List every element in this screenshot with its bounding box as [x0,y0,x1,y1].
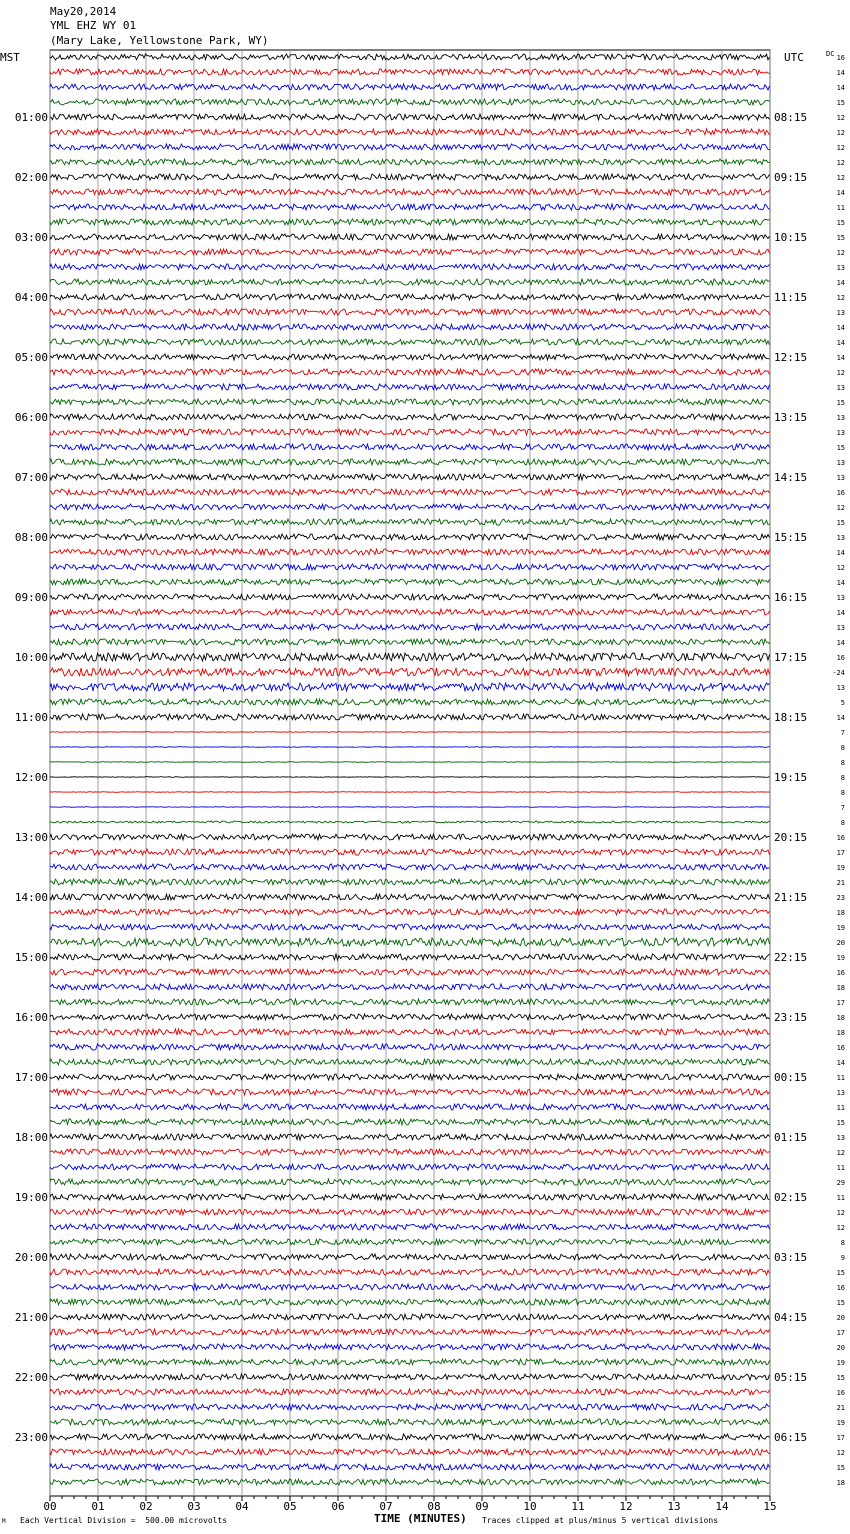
utc-hour-label: 04:15 [774,1311,808,1324]
dc-offset-label: 9 [840,1254,845,1262]
trace-line [50,1044,770,1050]
x-tick-label: 07 [379,1500,393,1513]
dc-offset-label: 12 [836,504,845,512]
x-tick-label: 15 [763,1500,777,1513]
mst-hour-label: 19:00 [14,1191,48,1204]
trace-line [50,1404,770,1410]
station-code: YML EHZ WY 01 [50,19,137,32]
trace-line [50,864,770,870]
trace-line [50,564,770,570]
trace-line [50,174,770,180]
trace-line [50,474,770,480]
x-tick-label: 09 [475,1500,489,1513]
trace-line [50,909,770,915]
dc-offset-label: 19 [836,1359,845,1367]
trace-line [50,369,770,375]
trace-line [50,984,770,990]
dc-offset-label: 8 [840,774,845,782]
dc-offset-label: 11 [836,1074,845,1082]
dc-offset-label: 12 [836,564,845,572]
trace-line [50,714,770,720]
trace-line [50,249,770,255]
dc-offset-label: 7 [840,804,845,812]
dc-offset-label: 18 [836,909,845,917]
trace-line [50,1074,770,1080]
chart-date: May20,2014 [50,5,117,18]
trace-line [50,234,770,240]
mst-hour-label: 22:00 [14,1371,48,1384]
dc-offset-label: 13 [836,534,845,542]
dc-offset-label: 12 [836,174,845,182]
trace-line [50,1104,770,1110]
mst-hour-label: 07:00 [14,471,48,484]
trace-line [50,429,770,435]
trace-line [50,894,770,900]
trace-line [50,219,770,225]
trace-line [50,807,770,808]
trace-line [50,594,770,600]
trace-line [50,624,770,630]
right-timezone-label: UTC [784,51,804,64]
dc-offset-label: 13 [836,309,845,317]
dc-offset-label: 13 [836,474,845,482]
dc-offset-label: 15 [836,1374,845,1382]
dc-offset-label: 18 [836,984,845,992]
trace-line [50,504,770,510]
trace-line [50,762,770,763]
utc-hour-label: 15:15 [774,531,808,544]
dc-offset-label: 21 [836,1404,845,1412]
trace-line [50,1329,770,1335]
x-tick-label: 00 [43,1500,57,1513]
trace-line [50,459,770,465]
dc-offset-label: 20 [836,939,845,947]
x-tick-label: 08 [427,1500,441,1513]
utc-hour-label: 03:15 [774,1251,808,1264]
dc-offset-label: 11 [836,1104,845,1112]
utc-hour-label: 19:15 [774,771,808,784]
dc-offset-label: 16 [836,1389,845,1397]
trace-line [50,1419,770,1425]
x-tick-label: 06 [331,1500,345,1513]
dc-offset-label: 29 [836,1179,845,1187]
trace-line [50,324,770,330]
dc-offset-label: 12 [836,129,845,137]
dc-offset-label: 23 [836,894,845,902]
dc-offset-label: 15 [836,219,845,227]
trace-line [50,1389,770,1395]
trace-line [50,444,770,450]
trace-line [50,1119,770,1125]
mst-hour-label: 04:00 [14,291,48,304]
trace-line [50,969,770,975]
trace-line [50,339,770,345]
mst-hour-label: 08:00 [14,531,48,544]
trace-line [50,834,770,840]
dc-offset-label: 14 [836,354,845,362]
utc-hour-label: 08:15 [774,111,808,124]
dc-offset-label: 16 [836,969,845,977]
trace-line [50,279,770,285]
left-timezone-label: MST [0,51,20,64]
utc-hour-label: 18:15 [774,711,808,724]
dc-offset-label: 20 [836,1314,845,1322]
dc-offset-label: 13 [836,624,845,632]
dc-offset-label: 19 [836,1419,845,1427]
trace-line [50,1344,770,1350]
mst-hour-label: 14:00 [14,891,48,904]
trace-line [50,924,770,930]
dc-offset-label: 11 [836,204,845,212]
dc-offset-label: 14 [836,69,845,77]
dc-offset-label: 13 [836,414,845,422]
dc-offset-label: 14 [836,339,845,347]
dc-offset-label: 8 [840,744,845,752]
x-tick-label: 13 [667,1500,681,1513]
mst-hour-label: 21:00 [14,1311,48,1324]
utc-hour-label: 20:15 [774,831,808,844]
trace-line [50,1359,770,1365]
dc-offset-label: 15 [836,444,845,452]
mst-hour-label: 13:00 [14,831,48,844]
utc-hour-label: 02:15 [774,1191,808,1204]
mst-hour-label: 20:00 [14,1251,48,1264]
dc-offset-label: 13 [836,1089,845,1097]
dc-offset-label: 18 [836,1029,845,1037]
trace-line [50,84,770,90]
trace-line [50,384,770,390]
trace-line [50,792,770,793]
trace-line [50,1434,770,1440]
trace-line [50,489,770,495]
dc-offset-label: 13 [836,459,845,467]
dc-offset-label: 12 [836,144,845,152]
dc-offset-label: 8 [840,819,845,827]
trace-line [50,579,770,585]
utc-hour-label: 11:15 [774,291,808,304]
trace-line [50,1194,770,1200]
trace-line [50,777,770,778]
x-tick-label: 02 [139,1500,153,1513]
utc-hour-label: 23:15 [774,1011,808,1024]
dc-offset-label: 14 [836,549,845,557]
utc-hour-label: 01:15 [774,1131,808,1144]
trace-line [50,1029,770,1035]
trace-line [50,938,770,946]
dc-offset-label: 15 [836,399,845,407]
dc-offset-label: 12 [836,1224,845,1232]
x-tick-label: 14 [715,1500,729,1513]
dc-offset-label: 16 [836,654,845,662]
trace-line [50,653,770,661]
trace-line [50,1224,770,1230]
dc-offset-label: 16 [836,1044,845,1052]
dc-offset-label: 19 [836,924,845,932]
utc-hour-label: 21:15 [774,891,808,904]
dc-offset-label: 12 [836,114,845,122]
trace-line [50,294,770,300]
dc-offset-header: DC [826,50,835,58]
dc-offset-label: 16 [836,489,845,497]
utc-hour-label: 17:15 [774,651,808,664]
dc-offset-label: 14 [836,324,845,332]
dc-offset-label: 13 [836,1134,845,1142]
trace-line [50,204,770,210]
dc-offset-label: 15 [836,1269,845,1277]
dc-offset-label: 13 [836,684,845,692]
trace-line [50,639,770,645]
trace-line [50,954,770,960]
mst-hour-label: 01:00 [14,111,48,124]
dc-offset-label: 12 [836,294,845,302]
dc-offset-label: 5 [840,699,845,707]
utc-hour-label: 14:15 [774,471,808,484]
utc-hour-label: 16:15 [774,591,808,604]
dc-offset-label: 14 [836,189,845,197]
dc-offset-label: 18 [836,1479,845,1487]
utc-hour-label: 09:15 [774,171,808,184]
dc-offset-label: 17 [836,849,845,857]
corner-mark: M [2,1518,6,1525]
mst-hour-label: 10:00 [14,651,48,664]
dc-offset-label: 14 [836,84,845,92]
dc-offset-label: 17 [836,999,845,1007]
trace-line [50,609,770,615]
dc-offset-label: 15 [836,1464,845,1472]
dc-offset-label: 14 [836,639,845,647]
trace-line [50,144,770,150]
x-tick-label: 03 [187,1500,201,1513]
trace-line [50,1179,770,1185]
trace-line [50,114,770,120]
trace-line [50,821,770,823]
mst-hour-label: 16:00 [14,1011,48,1024]
dc-offset-label: 14 [836,279,845,287]
trace-line [50,1284,770,1290]
mst-hour-label: 09:00 [14,591,48,604]
utc-hour-label: 12:15 [774,351,808,364]
vertical-scale-note: Each Vertical Division = 500.00 microvolts [20,1516,228,1525]
utc-hour-label: 06:15 [774,1431,808,1444]
trace-line [50,1374,770,1380]
axis-labels [15,54,845,1513]
station-location: (Mary Lake, Yellowstone Park, WY) [50,34,269,47]
utc-hour-label: 05:15 [774,1371,808,1384]
x-axis-label: TIME (MINUTES) [374,1512,467,1525]
trace-line [50,399,770,405]
dc-offset-label: 13 [836,594,845,602]
trace-line [50,549,770,555]
dc-offset-label: 13 [836,429,845,437]
dc-offset-label: -24 [832,669,845,677]
dc-offset-label: 8 [840,1239,845,1247]
dc-offset-label: 12 [836,369,845,377]
trace-line [50,354,770,360]
trace-line [50,1209,770,1215]
mst-hour-label: 03:00 [14,231,48,244]
trace-line [50,99,770,105]
dc-offset-label: 19 [836,864,845,872]
trace-line [50,668,770,676]
dc-offset-label: 11 [836,1164,845,1172]
dc-offset-label: 20 [836,1344,845,1352]
mst-hour-label: 02:00 [14,171,48,184]
trace-line [50,1239,770,1245]
dc-offset-label: 16 [836,834,845,842]
mst-hour-label: 17:00 [14,1071,48,1084]
trace-line [50,1299,770,1305]
trace-line [50,849,770,855]
trace-line [50,1314,770,1320]
dc-offset-label: 12 [836,159,845,167]
dc-offset-label: 7 [840,729,845,737]
dc-offset-label: 15 [836,1119,845,1127]
trace-line [50,1014,770,1020]
trace-line [50,732,770,733]
trace-line [50,747,770,748]
dc-offset-label: 12 [836,1209,845,1217]
dc-offset-label: 13 [836,264,845,272]
trace-line [50,1449,770,1455]
trace-line [50,189,770,195]
utc-hour-label: 13:15 [774,411,808,424]
trace-line [50,309,770,315]
seismic-traces [50,54,770,1485]
dc-offset-label: 16 [836,54,845,62]
mst-hour-label: 11:00 [14,711,48,724]
x-tick-label: 12 [619,1500,633,1513]
dc-offset-label: 8 [840,759,845,767]
trace-line [50,129,770,135]
trace-line [50,54,770,60]
dc-offset-label: 21 [836,879,845,887]
trace-line [50,1254,770,1260]
trace-line [50,1464,770,1470]
trace-line [50,519,770,525]
mst-hour-label: 23:00 [14,1431,48,1444]
trace-line [50,683,770,691]
dc-offset-label: 12 [836,1149,845,1157]
trace-line [50,159,770,165]
dc-offset-label: 12 [836,249,845,257]
dc-offset-label: 8 [840,789,845,797]
dc-offset-label: 12 [836,1449,845,1457]
utc-hour-label: 22:15 [774,951,808,964]
mst-hour-label: 15:00 [14,951,48,964]
utc-hour-label: 10:15 [774,231,808,244]
x-tick-label: 05 [283,1500,297,1513]
x-tick-label: 01 [91,1500,105,1513]
dc-offset-label: 14 [836,579,845,587]
x-tick-label: 10 [523,1500,537,1513]
mst-hour-label: 12:00 [14,771,48,784]
trace-line [50,879,770,885]
trace-line [50,1134,770,1140]
dc-offset-label: 14 [836,609,845,617]
trace-line [50,414,770,420]
utc-hour-label: 00:15 [774,1071,808,1084]
dc-offset-label: 13 [836,384,845,392]
dc-offset-label: 15 [836,1299,845,1307]
clipping-note: Traces clipped at plus/minus 5 vertical divisions [482,1516,719,1525]
dc-offset-label: 18 [836,1014,845,1022]
trace-line [50,999,770,1005]
x-tick-label: 11 [571,1500,585,1513]
trace-line [50,699,770,705]
dc-offset-label: 14 [836,1059,845,1067]
trace-line [50,1164,770,1170]
mst-hour-label: 18:00 [14,1131,48,1144]
trace-line [50,69,770,75]
mst-hour-label: 05:00 [14,351,48,364]
dc-offset-label: 19 [836,954,845,962]
dc-offset-label: 17 [836,1434,845,1442]
plot-grid [50,50,770,1501]
dc-offset-label: 11 [836,1194,845,1202]
trace-line [50,1269,770,1275]
trace-line [50,1089,770,1095]
trace-line [50,534,770,540]
trace-line [50,1059,770,1065]
dc-offset-label: 14 [836,714,845,722]
dc-offset-label: 17 [836,1329,845,1337]
dc-offset-label: 15 [836,99,845,107]
trace-line [50,264,770,270]
trace-line [50,1149,770,1155]
x-tick-label: 04 [235,1500,249,1513]
trace-line [50,1479,770,1485]
mst-hour-label: 06:00 [14,411,48,424]
dc-offset-label: 15 [836,234,845,242]
dc-offset-label: 15 [836,519,845,527]
dc-offset-label: 16 [836,1284,845,1292]
